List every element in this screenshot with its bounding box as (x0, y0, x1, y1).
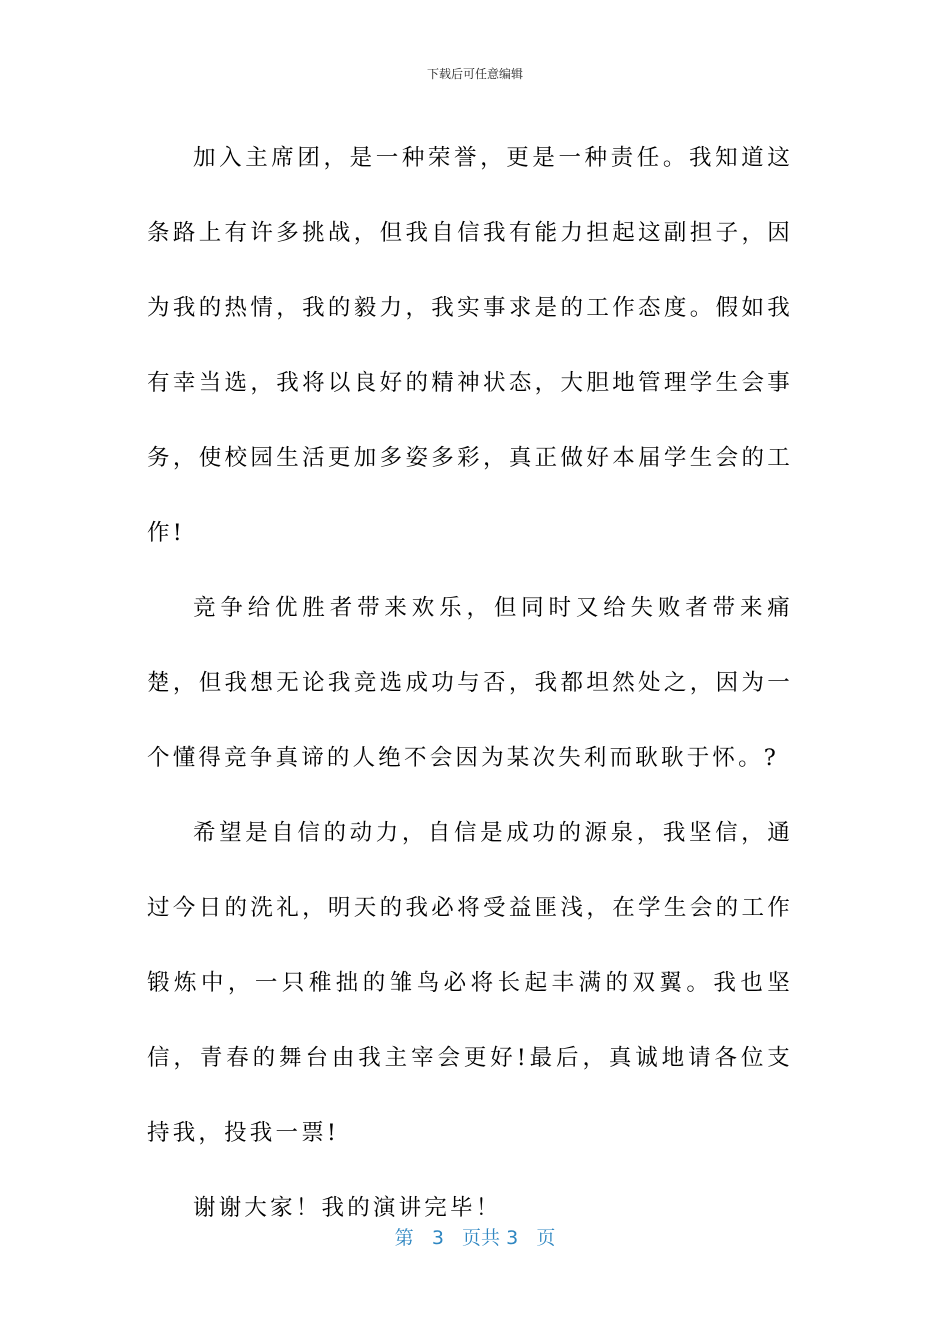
footer-middle: 页共 (462, 1227, 501, 1249)
footer-prefix: 第 (394, 1227, 414, 1249)
page-footer (0, 1226, 950, 1250)
paragraph: 加入主席团，是一种荣誉，更是一种责任。我知道这条路上有许多挑战，但我自信我有能力担起这副担子，因为我的热情，我的毅力，我实事求是的工作态度。假如我有幸当选，我将以良好的精神状态，大胆地管理学生会事务，使校园生活更加多姿多彩，真正做好本届学生会的工作! (147, 145, 793, 546)
paragraph: 竞争给优胜者带来欢乐，但同时又给失败者带来痛楚，但我想无论我竞选成功与否，我都坦然处之，因为一个懂得竞争真谛的人绝不会因为某次失利而耿耿于怀。? (147, 595, 793, 771)
footer-suffix: 页 (536, 1227, 556, 1249)
paragraph: 希望是自信的动力，自信是成功的源泉，我坚信，通过今日的洗礼，明天的我必将受益匪浅，在学生会的工作锻炼中，一只稚拙的雏鸟必将长起丰满的双翼。我也坚信，青春的舞台由我主宰会更好!最后，真诚地请各位支持我，投我一票! (147, 820, 793, 1146)
page-header: 下载后可任意编辑 (426, 67, 523, 81)
paragraph: 谢谢大家！我的演讲完毕！ (193, 1195, 502, 1221)
footer-total-pages: 3 (506, 1227, 519, 1249)
footer-current-page: 3 (431, 1227, 444, 1249)
document-body (147, 121, 793, 1246)
